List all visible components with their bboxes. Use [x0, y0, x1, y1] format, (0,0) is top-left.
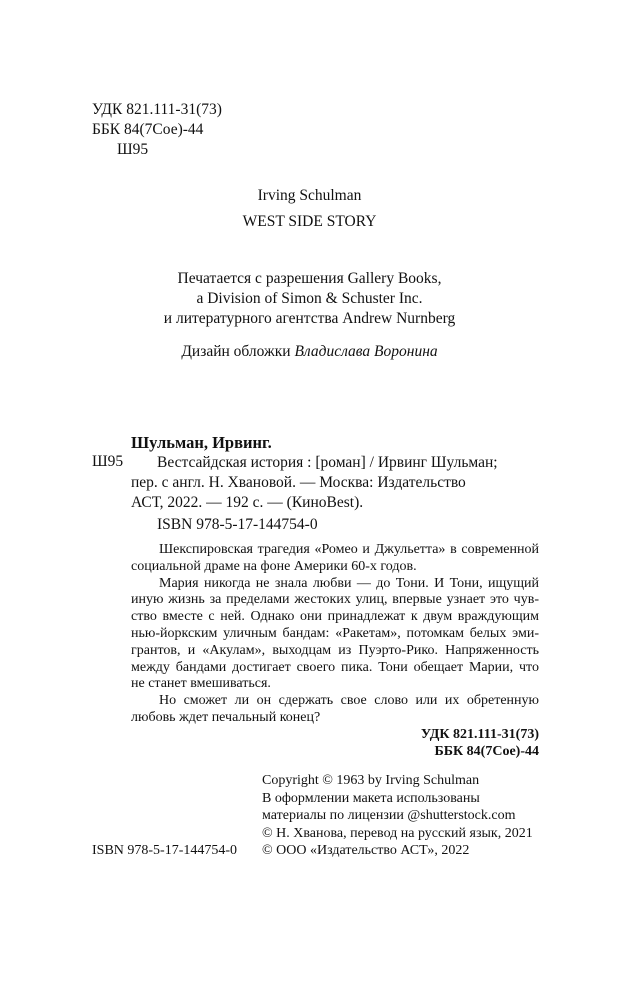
- isbn-bottom: ISBN 978-5-17-144754-0: [92, 843, 238, 858]
- cover-design-credit: [0, 343, 619, 361]
- catalog-author-heading: Шульман, Ирвинг.: [131, 433, 272, 452]
- catalog-author-sign: Ш95: [92, 453, 124, 470]
- annotation-line: иную жизнь за пределами жестоких улиц, впервые узнает это чув-: [131, 592, 539, 608]
- annotation-line: Мария никогда не знала любви — до Тони. И Тони, ищущий: [159, 575, 539, 591]
- annotation-line: ство вместе с ней. Однако они принадлежат к двум враждующим: [131, 609, 539, 625]
- annotation-line: любовь ждет печальный конец?: [131, 709, 321, 725]
- permission-line-2: a Division of Simon & Schuster Inc.: [196, 290, 423, 307]
- copyright-line: © Н. Хванова, перевод на русский язык, 2021: [262, 825, 533, 841]
- annotation-line: не станет вмешиваться.: [131, 676, 271, 692]
- udk-code: УДК 821.111-31(73): [92, 101, 222, 118]
- original-author: Irving Schulman: [257, 187, 362, 204]
- bbk-code: ББК 84(7Сое)-44: [92, 121, 204, 138]
- annotation-line: между бандами достигает своего пика. Тони обещает Марии, что: [131, 659, 539, 675]
- annotation: [131, 542, 539, 760]
- copyright-line: В оформлении макета использованы: [262, 790, 480, 806]
- author-sign: Ш95: [117, 141, 149, 158]
- copyright-line: Copyright © 1963 by Irving Schulman: [262, 773, 480, 788]
- permission-notice: [0, 269, 619, 329]
- catalog-line: Вестсайдская история : [роман] / Ирвинг Шульман;: [157, 454, 498, 471]
- copyright-block: [262, 772, 533, 860]
- catalog-line: АСТ, 2022. — 192 с. — (КиноBest).: [131, 494, 364, 511]
- annotation-line: нью-йоркским уличным бандам: «Ракетам», потомкам белых эми-: [131, 625, 539, 641]
- permission-line-3: и литературного агентства Andrew Nurnberg: [163, 310, 456, 327]
- catalog-isbn: ISBN 978-5-17-144754-0: [157, 516, 318, 533]
- catalog-line: пер. с англ. Н. Хвановой. — Москва: Издательство: [131, 474, 466, 491]
- annotation-line: Но сможет ли он сдержать свое слово или их обретенную: [159, 693, 539, 709]
- annotation-udk: УДК 821.111-31(73): [420, 726, 539, 742]
- original-title: WEST SIDE STORY: [242, 213, 377, 230]
- annotation-line: грантов, и «Акулам», выходцам из Пуэрто-Рико. Напряженность: [131, 642, 539, 658]
- annotation-line: социальной драме на фоне Америки 60-х годов.: [131, 558, 417, 574]
- permission-line-1: Печатается с разрешения Gallery Books,: [177, 270, 442, 287]
- annotation-line: Шекспировская трагедия «Ромео и Джульетта» в современной: [159, 542, 539, 557]
- cover-designer: Владислава Воронина: [294, 343, 438, 360]
- annotation-bbk: ББК 84(7Сое)-44: [434, 743, 539, 759]
- catalog-description: [131, 453, 498, 513]
- copyright-line: материалы по лицензии @shutterstock.com: [262, 808, 516, 823]
- udc-header: [92, 100, 222, 160]
- cover-design-label: Дизайн обложки: [181, 343, 291, 360]
- copyright-line: © ООО «Издательство АСТ», 2022: [262, 843, 470, 858]
